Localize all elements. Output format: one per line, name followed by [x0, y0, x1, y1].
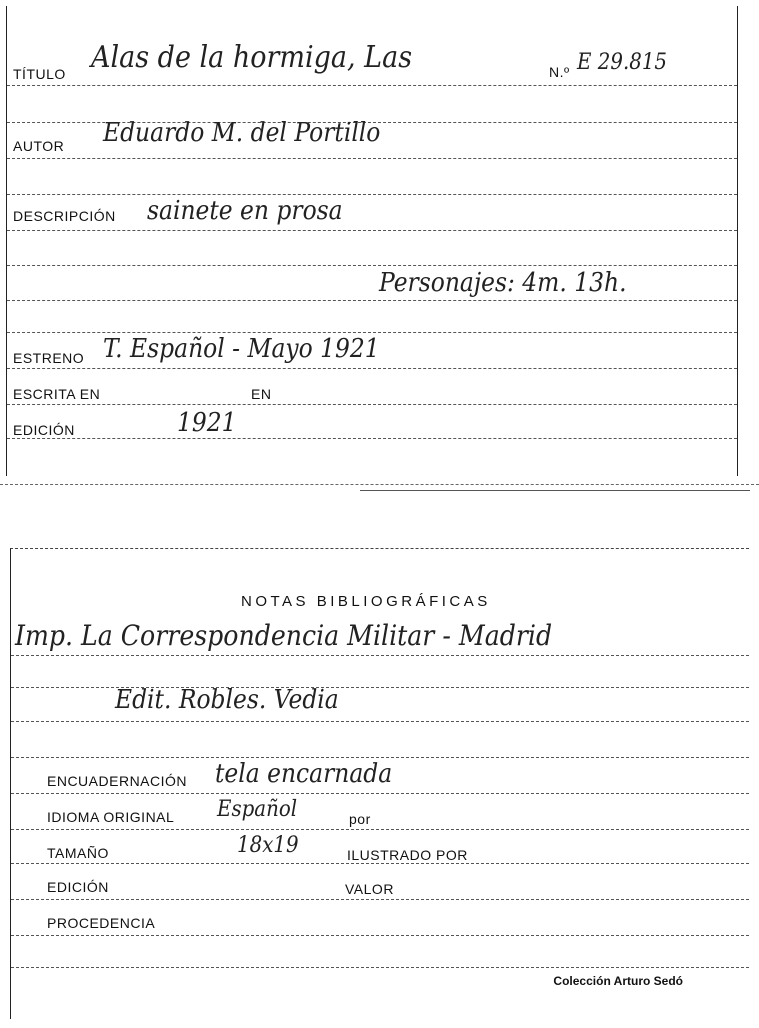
personajes-value: Personajes: 4m. 13h.	[379, 268, 627, 298]
ruled-line	[11, 967, 749, 968]
notes-heading: NOTAS BIBLIOGRÁFICAS	[241, 593, 491, 610]
ruled-line	[11, 935, 749, 936]
estreno-value: T. Español - Mayo 1921	[103, 334, 380, 364]
ruled-line	[11, 793, 749, 794]
numero-label: N.º	[549, 64, 570, 80]
valor-label: VALOR	[345, 881, 394, 897]
escrita-en-label: ESCRITA EN	[13, 386, 101, 402]
procedencia-label: PROCEDENCIA	[47, 915, 156, 931]
estreno-label: ESTRENO	[13, 350, 85, 366]
ruled-line	[11, 863, 749, 864]
edicion-value: 1921	[177, 408, 237, 438]
ruled-line	[7, 230, 737, 231]
ilustrado-por-label: ILUSTRADO POR	[347, 847, 468, 863]
numero-value: E 29.815	[577, 50, 668, 75]
titulo-label: TÍTULO	[13, 66, 66, 82]
card-separator	[0, 484, 759, 485]
collection-footer: Colección Arturo Sedó	[553, 974, 683, 988]
autor-label: AUTOR	[13, 138, 65, 154]
ruled-line	[7, 438, 737, 439]
ruled-line	[7, 194, 737, 195]
ruled-line	[7, 265, 737, 266]
idioma-original-label: IDIOMA ORIGINAL	[47, 809, 175, 825]
ruled-line	[7, 85, 737, 86]
notes-line-2: Edit. Robles. Vedia	[115, 685, 339, 715]
notes-card	[10, 548, 749, 1019]
encuadernacion-label: ENCUADERNACIÓN	[47, 773, 188, 789]
descripcion-label: DESCRIPCIÓN	[13, 208, 116, 224]
encuadernacion-value: tela encarnada	[215, 759, 393, 789]
ruled-line	[11, 899, 749, 900]
en-label: EN	[251, 386, 272, 402]
ruled-line	[7, 404, 737, 405]
ruled-line	[7, 158, 737, 159]
tamano-label: TAMAÑO	[47, 845, 109, 861]
notes-line-1: Imp. La Correspondencia Militar - Madrid	[15, 619, 553, 652]
ruled-line	[11, 757, 749, 758]
ruled-line	[11, 721, 749, 722]
ruled-line	[11, 655, 749, 656]
edicion-label: EDICIÓN	[13, 422, 75, 438]
descripcion-value: sainete en prosa	[147, 196, 343, 226]
autor-value: Eduardo M. del Portillo	[103, 118, 381, 148]
ruled-line	[7, 332, 737, 333]
tamano-value: 18x19	[237, 833, 299, 858]
ruled-line	[7, 300, 737, 301]
titulo-value: Alas de la hormiga, Las	[91, 40, 413, 75]
por-label: por	[349, 811, 371, 827]
idioma-original-value: Español	[217, 797, 298, 822]
ruled-line	[7, 368, 737, 369]
ruled-line	[11, 829, 749, 830]
edicion-notes-label: EDICIÓN	[47, 879, 109, 895]
card-separator	[360, 490, 750, 491]
catalog-card	[6, 6, 738, 476]
